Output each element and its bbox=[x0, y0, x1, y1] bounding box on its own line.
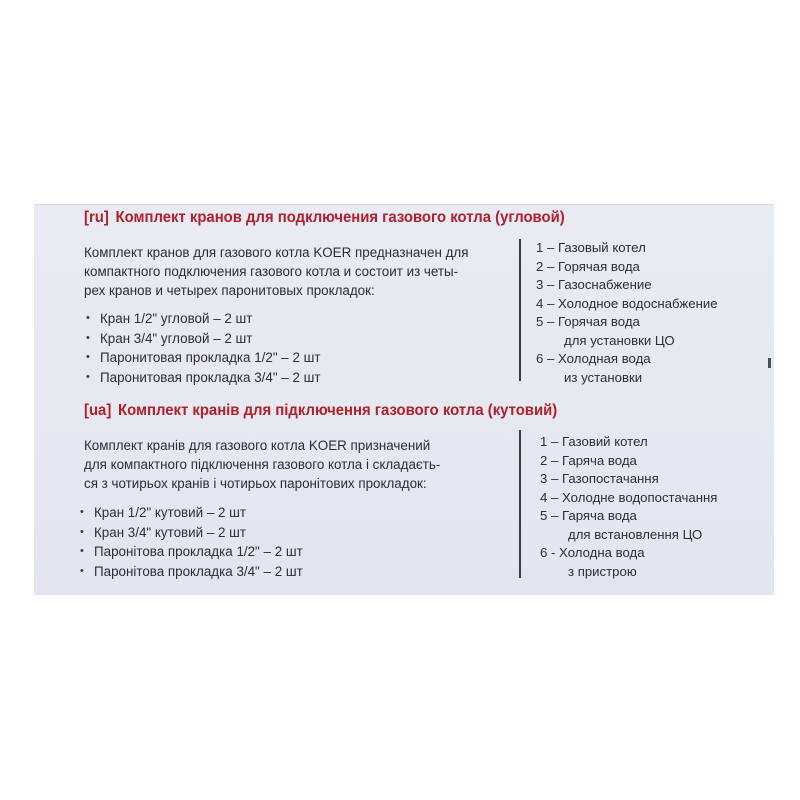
legend-item bbox=[536, 313, 718, 350]
legend-item-text: 1 – Газовый котел bbox=[536, 240, 646, 255]
list-item-text: Кран 1/2" угловой – 2 шт bbox=[100, 311, 253, 326]
legend-item-text: 4 – Холодне водопостачання bbox=[540, 489, 718, 505]
list-item bbox=[80, 562, 303, 582]
bullet-icon: • bbox=[80, 545, 84, 557]
legend-item bbox=[536, 295, 718, 314]
language-code-ua: [ua] bbox=[84, 402, 112, 419]
legend-item bbox=[540, 544, 717, 581]
legend-item-text: 5 – Горячая вода bbox=[536, 314, 640, 329]
list-item-text: Кран 1/2" кутовий – 2 шт bbox=[94, 505, 247, 520]
list-item bbox=[86, 368, 321, 388]
legend-item bbox=[540, 507, 717, 544]
legend-item bbox=[540, 452, 717, 471]
legend-item bbox=[540, 470, 717, 489]
list-item-text: Кран 3/4" кутовий – 2 шт bbox=[94, 524, 247, 540]
legend-item bbox=[536, 276, 718, 295]
section-title-ua: Комплект кранів для підключення газового котла (кутовий) bbox=[118, 402, 558, 419]
legend-item bbox=[536, 350, 718, 387]
list-item bbox=[86, 329, 321, 349]
bullet-icon: • bbox=[86, 312, 90, 324]
section-heading-ua bbox=[84, 402, 557, 420]
section-title-ru: Комплект кранов для подключения газового котла (угловой) bbox=[115, 209, 565, 226]
description-line: ся з чотирьох кранів і чотирьох паронітових прокладок: bbox=[84, 476, 427, 491]
bullet-icon: • bbox=[86, 370, 90, 383]
list-item-text: Кран 3/4" угловой – 2 шт bbox=[100, 330, 253, 346]
legend-item bbox=[536, 258, 718, 277]
legend-item-subtext: из установки bbox=[564, 369, 643, 385]
legend-item bbox=[540, 489, 717, 508]
legend-item-text: 2 – Горячая вода bbox=[536, 258, 640, 274]
items-list-ru bbox=[86, 309, 321, 387]
legend-item bbox=[536, 239, 718, 258]
column-divider bbox=[519, 239, 521, 381]
list-item bbox=[80, 542, 303, 562]
list-item-text: Паронітова прокладка 3/4" – 2 шт bbox=[94, 563, 303, 579]
legend-ua bbox=[540, 433, 717, 581]
bullet-icon: • bbox=[80, 506, 84, 518]
description-line: Комплект кранів для газового котла KOER призначений bbox=[84, 438, 431, 453]
legend-item-text: 6 – Холодная вода bbox=[536, 351, 651, 366]
instruction-card bbox=[34, 204, 774, 595]
edge-mark bbox=[768, 358, 771, 368]
legend-item-text: 4 – Холодное водоснабжение bbox=[536, 295, 718, 311]
legend-item-text: 2 – Гаряча вода bbox=[540, 452, 637, 468]
bullet-icon: • bbox=[86, 351, 90, 363]
legend-item-subtext: з пристрою bbox=[568, 563, 637, 579]
list-item-text: Паронитовая прокладка 1/2" – 2 шт bbox=[100, 350, 321, 365]
description-line: для компактного підключення газового котла і складаєть- bbox=[84, 457, 441, 472]
bullet-icon: • bbox=[80, 525, 84, 538]
description-line: рех кранов и четырех паронитовых прокладок: bbox=[84, 283, 375, 298]
language-code-ru: [ru] bbox=[84, 209, 109, 226]
legend-item-text: 1 – Газовий котел bbox=[540, 434, 648, 449]
list-item bbox=[80, 503, 303, 523]
list-item bbox=[86, 348, 321, 368]
column-divider bbox=[519, 430, 521, 578]
legend-item-text: 5 – Гаряча вода bbox=[540, 508, 637, 523]
items-list-ua bbox=[80, 503, 303, 581]
legend-item bbox=[540, 433, 717, 452]
legend-item-subtext: для встановлення ЦО bbox=[568, 526, 703, 542]
list-item-text: Паронитовая прокладка 3/4" – 2 шт bbox=[100, 369, 321, 385]
bullet-icon: • bbox=[80, 564, 84, 577]
legend-item-text: 6 - Холодна вода bbox=[540, 545, 645, 560]
list-item-text: Паронітова прокладка 1/2" – 2 шт bbox=[94, 544, 303, 559]
description-line: компактного подключения газового котла и состоит из четы- bbox=[84, 264, 459, 279]
legend-item-text: 3 – Газопостачання bbox=[540, 471, 659, 486]
legend-ru bbox=[536, 239, 718, 387]
legend-item-text: 3 – Газоснабжение bbox=[536, 277, 652, 292]
description-ru bbox=[84, 243, 468, 300]
description-line: Комплект кранов для газового котла KOER предназначен для bbox=[84, 245, 469, 260]
legend-item-subtext: для установки ЦО bbox=[564, 332, 675, 348]
list-item bbox=[86, 309, 321, 329]
bullet-icon: • bbox=[86, 331, 90, 344]
list-item bbox=[80, 523, 303, 543]
section-heading-ru bbox=[84, 209, 565, 227]
description-ua bbox=[84, 436, 440, 493]
